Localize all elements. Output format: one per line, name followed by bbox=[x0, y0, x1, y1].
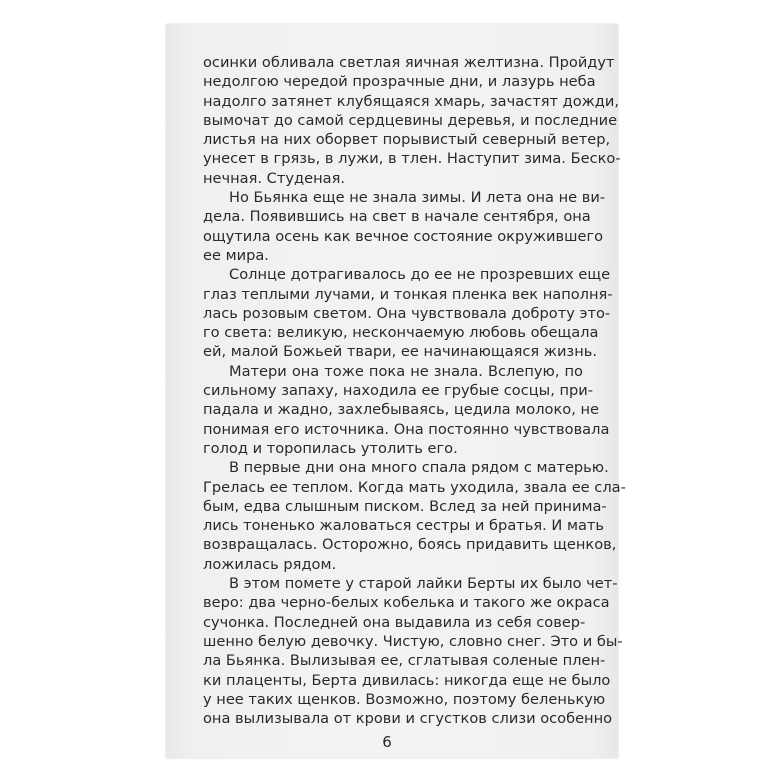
page-text bbox=[203, 53, 626, 728]
text-line: осинки обливала светлая яичная желтизна. Пройдут bbox=[203, 54, 615, 71]
text-line: нечная. Студеная. bbox=[203, 169, 345, 187]
text-line: Но Бьянка еще не знала зимы. И лета она не ви- bbox=[229, 189, 606, 207]
text-line: унесет в грязь, в лужи, в тлен. Наступит зима. Беско- bbox=[203, 150, 621, 168]
page-number: 6 bbox=[382, 733, 392, 751]
text-line: Солнце дотрагивалось до ее не прозревших еще bbox=[229, 266, 611, 284]
text-line: В этом помете у старой лайки Берты их было чет- bbox=[229, 575, 618, 593]
text-line: ки плаценты, Берта дивилась: никогда еще не было bbox=[203, 671, 611, 689]
text-line: понимая его источника. Она постоянно чувствовала bbox=[203, 420, 610, 438]
text-line: ее мира. bbox=[203, 246, 269, 264]
text-line: голод и торопилась утолить его. bbox=[203, 439, 458, 457]
text-line: ей, малой Божьей твари, ее начинающаяся жизнь. bbox=[203, 343, 597, 361]
text-line: бым, едва слышным писком. Вслед за ней принима- bbox=[203, 497, 607, 515]
text-line: надолго затянет клубящаяся хмарь, зачастят дожди, bbox=[203, 92, 620, 110]
text-line: глаз теплыми лучами, и тонкая пленка век наполня- bbox=[203, 285, 613, 303]
text-line: ощутила осень как вечное состояние окружившего bbox=[203, 227, 604, 245]
text-line: дела. Появившись на свет в начале сентября, она bbox=[203, 208, 591, 226]
text-line: лась розовым светом. Она чувствовала доброту это- bbox=[203, 304, 611, 322]
text-line: Матери она тоже пока не знала. Вслепую, по bbox=[229, 362, 583, 380]
text-line: у нее таких щенков. Возможно, поэтому беленькую bbox=[203, 690, 606, 708]
text-line: Грелась ее теплом. Когда мать уходила, звала ее сла- bbox=[203, 478, 626, 496]
text-line: лись тоненько жаловаться сестры и братья. И мать bbox=[203, 517, 605, 535]
text-line: шенно белую девочку. Чистую, словно снег. Это и бы- bbox=[203, 632, 623, 650]
text-line: листья на них оборвет порывистый северный ветер, bbox=[203, 131, 611, 149]
text-line: она вылизывала от крови и сгустков слизи особенно bbox=[203, 710, 613, 728]
text-line: ла Бьянка. Вылизывая ее, сглатывая соленые плен- bbox=[203, 652, 606, 670]
text-line: В первые дни она много спала рядом с матерью. bbox=[229, 459, 609, 477]
text-line: ложилась рядом. bbox=[203, 555, 337, 573]
text-line: возвращалась. Осторожно, боясь придавить щенков, bbox=[203, 536, 617, 554]
text-line: сильному запаху, находила ее грубые сосцы, при- bbox=[203, 382, 594, 400]
text-line: вымочат до самой сердцевины деревья, и последние bbox=[203, 111, 618, 129]
text-line: падала и жадно, захлебываясь, цедила молоко, не bbox=[203, 401, 600, 419]
text-line: го света: великую, нескончаемую любовь обещала bbox=[203, 324, 599, 342]
text-line: сучонка. Последней она выдавила из себя совер- bbox=[203, 613, 586, 631]
text-line: недолгою чередой прозрачные дни, и лазурь неба bbox=[203, 73, 596, 91]
text-line: веро: два черно-белых кобелька и такого же окраса bbox=[203, 594, 610, 612]
